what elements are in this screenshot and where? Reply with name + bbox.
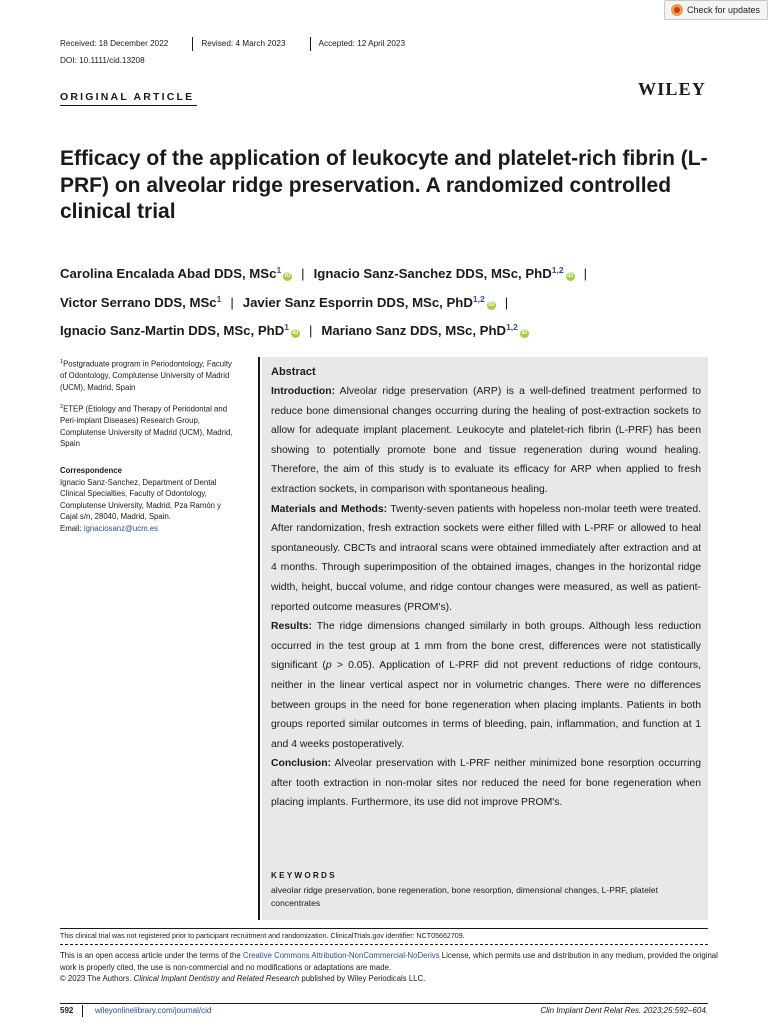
revised-date: Revised: 4 March 2023 bbox=[201, 39, 286, 48]
date-divider bbox=[294, 37, 311, 51]
keywords-heading: KEYWORDS bbox=[271, 871, 337, 880]
author-name[interactable]: Javier Sanz Esporrin DDS, MSc, PhD bbox=[242, 294, 473, 310]
affiliation-ref[interactable]: 1,2 bbox=[506, 322, 518, 332]
abstract bbox=[271, 362, 701, 813]
license-text: License, which permits use and distribution in any medium, provided the original work is properly cited, the use is non-commercial and no modifications or adaptations are made. bbox=[60, 951, 718, 972]
affiliation-ref[interactable]: 1,2 bbox=[551, 265, 564, 275]
author-separator: | bbox=[301, 266, 305, 281]
section-text: Alveolar ridge preservation (ARP) is a well-defined treatment performed to reduce bone dimensional changes occurring during the healing of post-extraction sockets to allow for adequate implant placement. Leukocyte and platelet-rich fibrin (L-PRF) has been showing to potentially promote bone and tissue regeneration during wound healing. Therefore, the aim of this study is to evaluate its efficacy for ARP when applied to fresh extraction sockets, in comparison with spontaneous healing. bbox=[271, 386, 701, 495]
orcid-icon[interactable]: iD bbox=[488, 301, 495, 308]
keywords: alveolar ridge preservation, bone regeneration, bone resorption, dimensional changes, L-PRF, platelet concentrates bbox=[271, 885, 658, 908]
email-label: Email: bbox=[60, 523, 82, 533]
affiliation-2 bbox=[60, 402, 240, 450]
trial-registration-note: This clinical trial was not registered prior to participant recruitment and randomization. ClinicalTrials.gov identifier: NCT05662709. bbox=[60, 932, 465, 940]
journal-url-link[interactable]: wileyonlinelibrary.com/journal/cid bbox=[95, 1006, 212, 1015]
section-text: > 0.05). Application of L-PRF did not prevent reductions of ridge contours, neither in the linear vertical aspect nor in volumetric changes. There were no differences between groups in the need for bone regeneration when placing implants. Patients in both groups reported similar outcomes in terms of bleeding, pain, inflammation, and function at 1 and 4 weeks postoperatively. bbox=[271, 660, 701, 750]
abstract-results bbox=[271, 617, 701, 754]
date-divider bbox=[176, 37, 193, 51]
orcid-icon[interactable]: iD bbox=[292, 330, 299, 336]
affiliation-text: ETEP (Etiology and Therapy of Periodontal and Peri-implant Diseases) Research Group, Complutense University of Madrid (UCM), Madrid, Spain bbox=[60, 404, 233, 449]
affiliation-ref[interactable]: 1 bbox=[276, 265, 282, 275]
article-type: ORIGINAL ARTICLE bbox=[60, 91, 195, 103]
email-link[interactable]: ignaciosanz@ucm.es bbox=[83, 523, 159, 533]
abstract-rule bbox=[258, 357, 260, 920]
received-date: Received: 18 December 2022 bbox=[60, 39, 169, 48]
affiliation-ref[interactable]: 1,2 bbox=[472, 293, 485, 304]
page-number: 592 bbox=[60, 1006, 74, 1015]
citation: Clin Implant Dent Relat Res. 2023;25:592–604. bbox=[540, 1006, 708, 1015]
author-separator: | bbox=[583, 266, 588, 281]
affiliation-text: Postgraduate program in Periodontology, Faculty of Odontology, Complutense University of Madrid (UCM), Madrid, Spain bbox=[60, 359, 232, 392]
author-name[interactable]: Ignacio Sanz-Martin DDS, MSc, PhD bbox=[60, 323, 285, 338]
email-line bbox=[60, 523, 240, 535]
article-dates bbox=[60, 39, 413, 51]
author-name[interactable]: Mariano Sanz DDS, MSc, PhD bbox=[321, 323, 507, 338]
p-value-symbol: p bbox=[325, 660, 332, 672]
check-for-updates-label: Check for updates bbox=[687, 5, 761, 15]
license-text: This is an open access article under the terms of the bbox=[60, 951, 243, 960]
page-number-divider bbox=[82, 1005, 83, 1017]
license-link[interactable]: Creative Commons Attribution-NonCommercial-NoDerivs bbox=[242, 951, 440, 960]
affiliation-ref[interactable]: 1 bbox=[284, 322, 289, 332]
author-separator: | bbox=[504, 294, 509, 310]
abstract-conclusion bbox=[271, 754, 701, 813]
affiliation-ref[interactable]: 1 bbox=[216, 293, 222, 304]
orcid-icon[interactable]: iD bbox=[567, 273, 574, 279]
section-label: Materials and Methods: bbox=[271, 503, 388, 515]
author-name[interactable]: Victor Serrano DDS, MSc bbox=[60, 294, 217, 310]
section-text: The ridge dimensions changed similarly in both groups. Although less reduction occurred in the test group at 1 mm from the bone crest, differences were not statistically significant ( bbox=[271, 621, 701, 672]
journal-name: Clinical Implant Dentistry and Related Research bbox=[133, 974, 300, 984]
correspondence-address: Ignacio Sanz-Sanchez, Department of Dental Clinical Specialties, Faculty of Odontology, Complutense University, Madrid, Pza Ramón y Cajal s/n, 28040, Madrid, Spain. bbox=[60, 477, 222, 521]
section-label: Introduction: bbox=[271, 386, 336, 397]
affiliation-number: 1 bbox=[60, 359, 64, 365]
abstract-heading: Abstract bbox=[271, 366, 316, 378]
publisher-logo: WILEY bbox=[638, 79, 707, 99]
crossmark-icon bbox=[671, 4, 683, 16]
author-name[interactable]: Ignacio Sanz-Sanchez DDS, MSc, PhD bbox=[313, 266, 552, 281]
dashed-divider bbox=[60, 944, 708, 945]
section-text: Alveolar preservation with L-PRF neither minimized bone resorption occurring after tooth extraction in non-molar sites nor reduced the need for bone regeneration when placing implants. Furthermore, its use did not improve PROM's. bbox=[271, 758, 701, 809]
doi: DOI: 10.1111/cid.13208 bbox=[60, 56, 145, 65]
abstract-introduction bbox=[271, 382, 701, 500]
author-name[interactable]: Carolina Encalada Abad DDS, MSc bbox=[60, 266, 277, 281]
section-label: Conclusion: bbox=[271, 758, 332, 770]
correspondence bbox=[60, 465, 240, 534]
orcid-icon[interactable]: iD bbox=[521, 330, 528, 336]
check-for-updates-button[interactable] bbox=[664, 0, 768, 20]
correspondence-heading: Correspondence bbox=[60, 466, 122, 475]
author-separator: | bbox=[308, 323, 313, 338]
article-title: Efficacy of the application of leukocyte and platelet-rich fibrin (L-PRF) on alveolar ridge preservation. A randomized controlled clinical trial bbox=[60, 147, 708, 223]
footnote-rule bbox=[60, 928, 708, 929]
affiliation-1 bbox=[60, 357, 240, 393]
section-text: Twenty-seven patients with hopeless non-molar teeth were treated. After randomization, fresh extraction sockets were either filled with L-PRF or allowed to heal spontaneously. CBCTs and intraoral scans were obtained immediately after extraction and at 4 months. Through superimposition of the obtained images, changes in the horizontal ridge width, height, buccal volume, and ridge contour changes were measured, as well as patient-reported outcome measures (PROM's). bbox=[271, 503, 701, 613]
section-label: Results: bbox=[271, 621, 312, 633]
copyright-text: © 2023 The Authors. bbox=[60, 974, 134, 984]
abstract-methods bbox=[271, 500, 701, 618]
copyright-text: published by Wiley Periodicals LLC. bbox=[299, 974, 426, 984]
article-type-underline bbox=[60, 105, 197, 106]
accepted-date: Accepted: 12 April 2023 bbox=[318, 39, 406, 48]
author-separator: | bbox=[230, 294, 234, 310]
bottom-rule bbox=[60, 1003, 708, 1004]
orcid-icon[interactable]: iD bbox=[284, 273, 291, 279]
affiliation-number: 2 bbox=[60, 404, 64, 410]
author-list bbox=[60, 258, 730, 344]
license-note bbox=[60, 950, 720, 985]
